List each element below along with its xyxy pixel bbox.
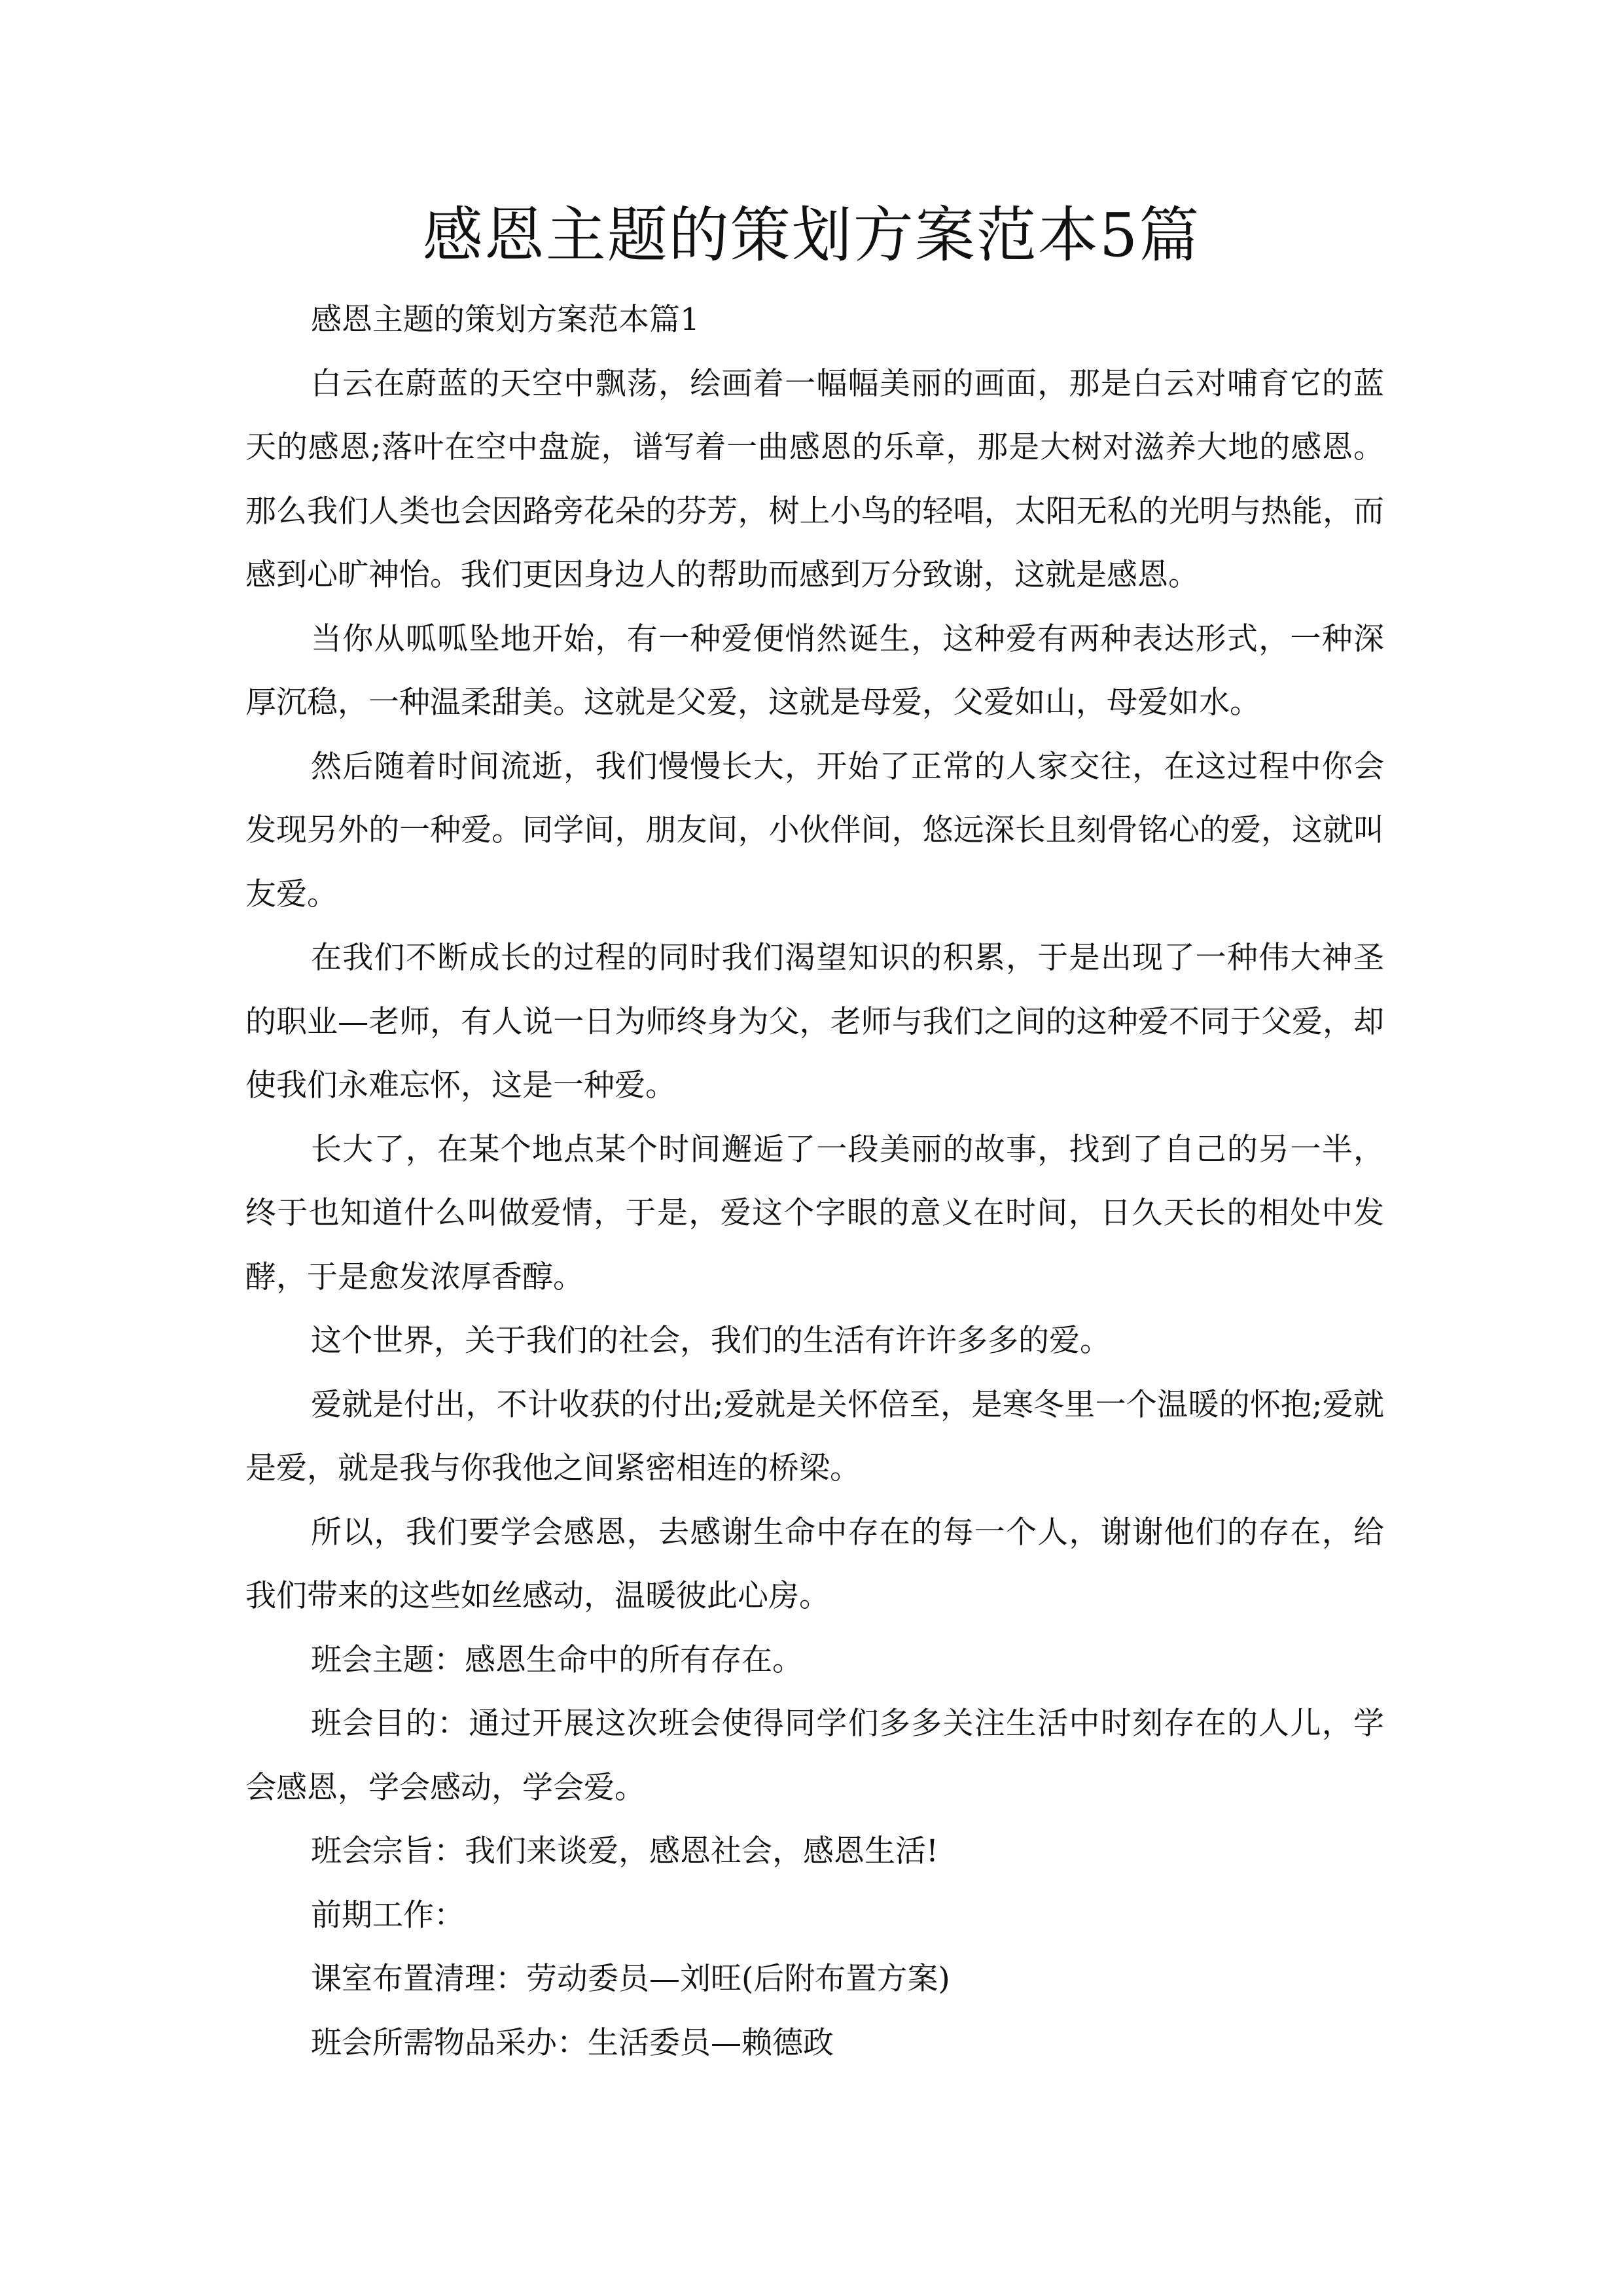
class-meeting-purpose: 班会目的：通过开展这次班会使得同学们多多关注生活中时刻存在的人儿，学会感恩，学会感动，学会爱。 [245, 1706, 1384, 1806]
document-title: 感恩主题的策划方案范本5篇 [422, 200, 1201, 270]
preparation-heading: 前期工作： [311, 1897, 465, 1933]
paragraph: 在我们不断成长的过程的同时我们渴望知识的积累，于是出现了一种伟大神圣的职业—老师，有人说一日为师终身为父，老师与我们之间的这种爱不同于父爱，却使我们永难忘怀，这是一种爱。 [245, 940, 1384, 1103]
section-heading: 感恩主题的策划方案范本篇1 [311, 302, 700, 338]
document-body [245, 288, 1384, 2075]
class-meeting-theme: 班会主题：感恩生命中的所有存在。 [311, 1641, 803, 1678]
paragraph: 爱就是付出，不计收获的付出;爱就是关怀倍至，是寒冬里一个温暖的怀抱;爱就是爱，就是我与你我他之间紧密相连的桥梁。 [245, 1386, 1384, 1486]
class-meeting-motto: 班会宗旨：我们来谈爱，感恩社会，感恩生活! [311, 1833, 938, 1869]
paragraph: 这个世界，关于我们的社会，我们的生活有许许多多的爱。 [311, 1323, 1111, 1359]
paragraph: 白云在蔚蓝的天空中飘荡，绘画着一幅幅美丽的画面，那是白云对哺育它的蓝天的感恩;落叶在空中盘旋，谱写着一曲感恩的乐章，那是大树对滋养大地的感恩。那么我们人类也会因路旁花朵的芬芳，树上小鸟的轻唱，太阳无私的光明与热能，而感到心旷神怡。我们更因身边人的帮助而感到万分致谢，这就是感恩。 [245, 365, 1384, 593]
paragraph: 当你从呱呱坠地开始，有一种爱便悄然诞生，这种爱有两种表达形式，一种深厚沉稳，一种温柔甜美。这就是父爱，这就是母爱，父爱如山，母爱如水。 [245, 620, 1384, 721]
preparation-item: 课室布置清理：劳动委员—刘旺(后附布置方案) [311, 1961, 950, 1997]
paragraph: 所以，我们要学会感恩，去感谢生命中存在的每一个人，谢谢他们的存在，给我们带来的这些如丝感动，温暖彼此心房。 [245, 1514, 1384, 1614]
preparation-item: 班会所需物品采办：生活委员—赖德政 [311, 2024, 834, 2061]
paragraph: 然后随着时间流逝，我们慢慢长大，开始了正常的人家交往，在这过程中你会发现另外的一种爱。同学间，朋友间，小伙伴间，悠远深长且刻骨铭心的爱，这就叫友爱。 [245, 748, 1384, 912]
paragraph: 长大了，在某个地点某个时间邂逅了一段美丽的故事，找到了自己的另一半，终于也知道什么叫做爱情，于是，爱这个字眼的意义在时间，日久天长的相处中发酵，于是愈发浓厚香醇。 [245, 1131, 1384, 1295]
